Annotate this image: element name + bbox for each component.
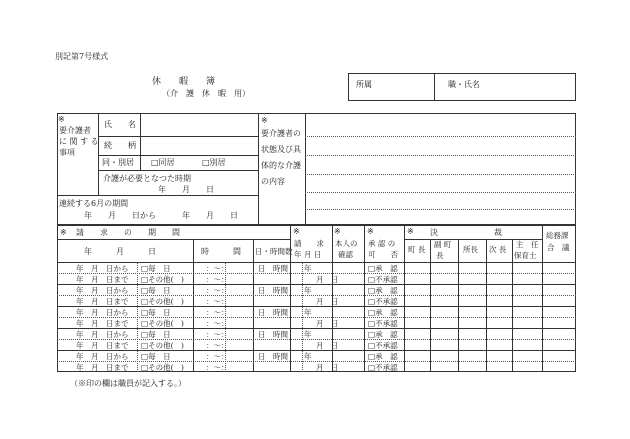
row-approved-checkbox[interactable]: □承 認 bbox=[368, 330, 398, 339]
row-other-checkbox[interactable]: □その他( ) bbox=[141, 341, 184, 350]
care-needed-label: 介護が必要となつた時期 bbox=[103, 174, 191, 183]
row-approved-checkbox[interactable]: □承 認 bbox=[368, 264, 398, 273]
row-from: 年 月 日から bbox=[76, 308, 129, 317]
confirm-label: 本人の bbox=[335, 239, 358, 248]
row-to: 年 月 日まで bbox=[76, 275, 129, 284]
row-rejected-checkbox[interactable]: □不承認 bbox=[368, 341, 398, 350]
row-rejected-checkbox[interactable]: □不承認 bbox=[368, 297, 398, 306]
request-date-label: 請 求 bbox=[294, 239, 324, 248]
approval-label: 承 認 の bbox=[368, 239, 396, 248]
row-to: 年 月 日まで bbox=[76, 297, 129, 306]
care-needed-date: 年 月 日 bbox=[158, 185, 214, 194]
row-daily-checkbox[interactable]: □毎 日 bbox=[141, 330, 171, 339]
row-daily-checkbox[interactable]: □毎 日 bbox=[141, 286, 171, 295]
row-to: 年 月 日まで bbox=[76, 341, 129, 350]
form-number: 別記第7号様式 bbox=[55, 52, 109, 61]
row-rejected-checkbox[interactable]: □不承認 bbox=[368, 319, 398, 328]
row-from: 年 月 日から bbox=[76, 352, 129, 361]
living-label: 同・別居 bbox=[102, 158, 134, 167]
name-label: 氏 名 bbox=[104, 120, 136, 129]
row-daily-checkbox[interactable]: □毎 日 bbox=[141, 308, 171, 317]
row-from: 年 月 日から bbox=[76, 286, 129, 295]
row-to: 年 月 日まで bbox=[76, 319, 129, 328]
row-rejected-checkbox[interactable]: □不承認 bbox=[368, 363, 398, 372]
col-days-label: 日・時間数 bbox=[255, 247, 293, 256]
condition-mark: ※ bbox=[261, 116, 268, 125]
col-time-label: 時 間 bbox=[201, 247, 241, 256]
period-from: 年 月 日から bbox=[84, 211, 156, 220]
period-label: 連続する6月の期間 bbox=[59, 199, 129, 208]
request-period-label: 請 求 の 期 間 bbox=[76, 228, 180, 237]
form-title: 休 暇 簿 bbox=[152, 77, 216, 87]
row-rejected-checkbox[interactable]: □不承認 bbox=[368, 275, 398, 284]
affiliation-label: 所属 bbox=[356, 80, 372, 89]
general-affairs-label: 総務課 bbox=[546, 231, 569, 240]
relation-label: 続 柄 bbox=[104, 141, 136, 150]
row-approved-checkbox[interactable]: □承 認 bbox=[368, 352, 398, 361]
decision-col-vice-mayor: 副 町 bbox=[434, 240, 452, 249]
position-name-label: 職・氏名 bbox=[448, 80, 480, 89]
row-from: 年 月 日から bbox=[76, 330, 129, 339]
row-daily-checkbox[interactable]: □毎 日 bbox=[141, 264, 171, 273]
row-other-checkbox[interactable]: □その他( ) bbox=[141, 363, 184, 372]
living-separate-checkbox[interactable]: □別居 bbox=[202, 158, 226, 167]
row-daily-checkbox[interactable]: □毎 日 bbox=[141, 352, 171, 361]
form-subtitle: （介 護 休 暇 用） bbox=[162, 89, 250, 98]
decision-col-mayor: 町 長 bbox=[408, 245, 426, 254]
row-to: 年 月 日まで bbox=[76, 363, 129, 372]
row-approved-checkbox[interactable]: □承 認 bbox=[368, 308, 398, 317]
row-approved-checkbox[interactable]: □承 認 bbox=[368, 286, 398, 295]
living-same-checkbox[interactable]: □同居 bbox=[151, 158, 175, 167]
col-date-label: 年 月 日 bbox=[84, 247, 156, 256]
decision-col-deputy: 次 長 bbox=[489, 245, 507, 254]
period-to: 年 月 日 bbox=[182, 211, 238, 220]
caregiver-mark: ※ bbox=[58, 115, 65, 124]
footnote: （※印の欄は職員が記入する。） bbox=[70, 379, 186, 388]
row-other-checkbox[interactable]: □その他( ) bbox=[141, 275, 184, 284]
request-mark: ※ bbox=[60, 228, 67, 237]
row-other-checkbox[interactable]: □その他( ) bbox=[141, 297, 184, 306]
row-other-checkbox[interactable]: □その他( ) bbox=[141, 319, 184, 328]
row-from: 年 月 日から bbox=[76, 264, 129, 273]
decision-label: 決 裁 bbox=[430, 228, 502, 237]
decision-col-chief: 主 任 bbox=[516, 240, 539, 249]
decision-col-director: 所長 bbox=[463, 245, 478, 254]
